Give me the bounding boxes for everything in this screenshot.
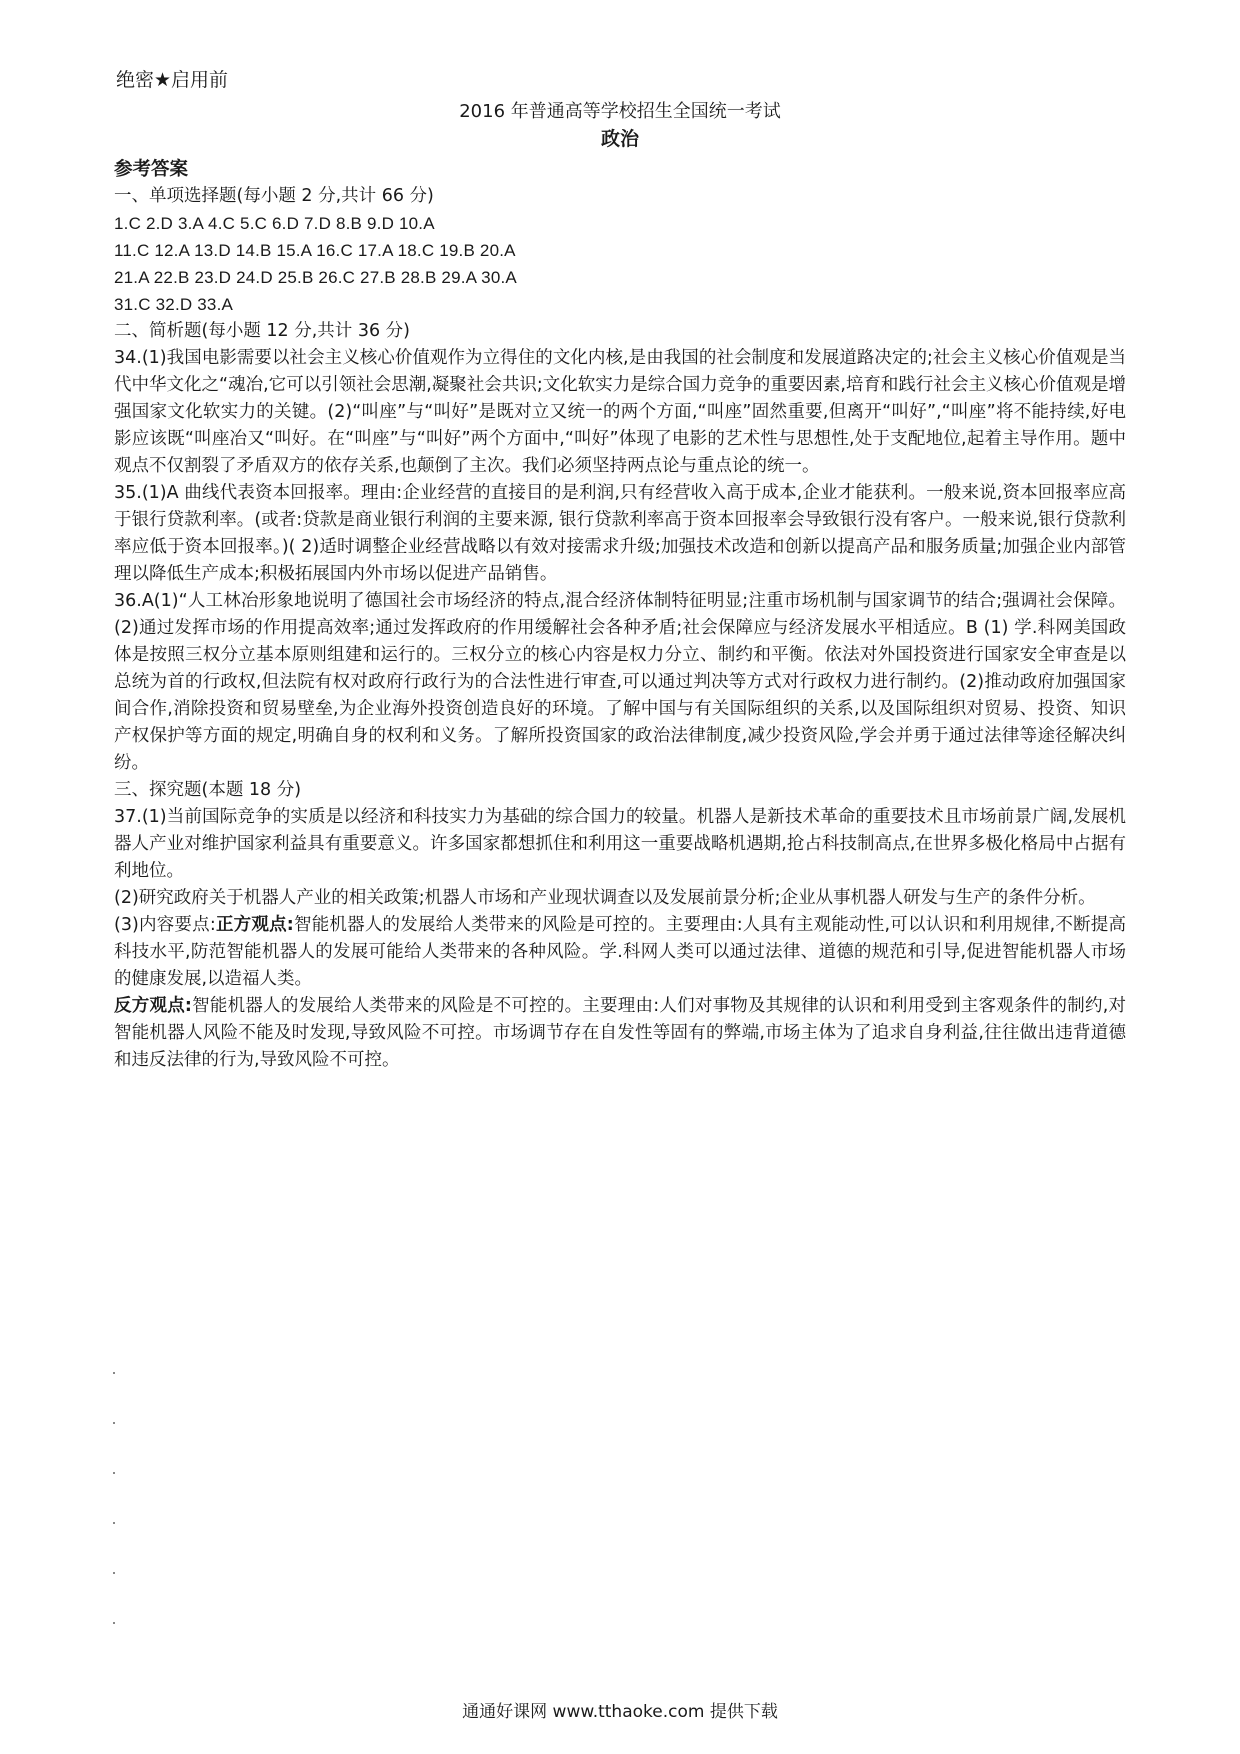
con-view-label: 反方观点: bbox=[114, 996, 192, 1016]
content-points-prefix: (3)内容要点: bbox=[114, 915, 216, 935]
question-36-answer: 36.A(1)“人工林冶形象地说明了德国社会市场经济的特点,混合经济体制特征明显;注重市场机制与国家调节的结合;强调社会保障。(2)通过发挥市场的作用提高效率;通过发挥政府的作用缓解社会各种矛盾;社会保障应与经济发展水平相适应。B (1) 学.科网美国政体是按照三权分立基本原则组建和运行的。三权分立的核心内容是权力分立、制约和平衡。依法对外国投资进行国家安全审查是以总统为首的行政权,但法院有权对政府行政行为的合法性进行审查,可以通过判决等方式对行政权力进行制约。(2)推动政府加强国家间合作,消除投资和贸易壁垒,为企业海外投资创造良好的环境。了解中国与有关国际组织的关系,以及国际组织对贸易、投资、知识产权保护等方面的规定,明确自身的权利和义务。了解所投资国家的政治法律制度,减少投资风险,学会并勇于通过法律等途径解决纠纷。 bbox=[114, 591, 1126, 773]
question-35-answer: 35.(1)A 曲线代表资本回报率。理由:企业经营的直接目的是利润,只有经营收入高于成本,企业才能获利。一般来说,资本回报率应高于银行贷款利率。(或者:贷款是商业银行利润的主要来源, 银行贷款利率高于资本回报率会导致银行没有客户。一般来说,银行贷款利率应低于资本回报率。)( 2)适时调整企业经营战略以有效对接需求升级;加强技术改造和创新以提高产品和服务质量;加强企业内部管理以降低生产成本;积极拓展国内外市场以促进产品销售。 bbox=[114, 483, 1126, 584]
question-37-part2-answer: (2)研究政府关于机器人产业的相关政策;机器人市场和产业现状调查以及发展前景分析;企业从事机器人研发与生产的条件分析。 bbox=[114, 888, 1096, 908]
part3-heading: 三、探究题(本题 18 分) bbox=[114, 780, 302, 800]
pro-view-text: 智能机器人的发展给人类带来的风险是可控的。主要理由:人具有主观能动性,可以认识和利用规律,不断提高科技水平,防范智能机器人的发展可能给人类带来的各种风险。学.科网人类可以通过法律、道德的规范和引导,促进智能机器人市场的健康发展,以造福人类。 bbox=[114, 915, 1126, 989]
answer-row: 21.A 22.B 23.D 24.D 25.B 26.C 27.B 28.B 29.A 30.A bbox=[114, 268, 517, 287]
margin-dot bbox=[113, 1622, 115, 1624]
part1-heading: 一、单项选择题(每小题 2 分,共计 66 分) bbox=[114, 186, 434, 206]
confidential-label: 绝密★启用前 bbox=[116, 69, 229, 91]
question-37-part3-con bbox=[114, 993, 1126, 1074]
answer-row: 11.C 12.A 13.D 14.B 15.A 16.C 17.A 18.C 19.B 20.A bbox=[114, 241, 516, 260]
con-view-text: 智能机器人的发展给人类带来的风险是不可控的。主要理由:人们对事物及其规律的认识和利用受到主客观条件的制约,对智能机器人风险不能及时发现,导致风险不可控。市场调节存在自发性等固有的弊端,市场主体为了追求自身利益,往往做出违背道德和违反法律的行为,导致风险不可控。 bbox=[114, 996, 1126, 1070]
exam-title: 2016 年普通高等学校招生全国统一考试 bbox=[459, 101, 781, 122]
margin-dot bbox=[113, 1422, 115, 1424]
subject-title: 政治 bbox=[600, 128, 639, 150]
question-37-part3-pro bbox=[114, 912, 1126, 993]
question-37-part1-answer: 37.(1)当前国际竞争的实质是以经济和科技实力为基础的综合国力的较量。机器人是新技术革命的重要技术且市场前景广阔,发展机器人产业对维护国家利益具有重要意义。许多国家都想抓住和利用这一重要战略机遇期,抢占科技制高点,在世界多极化格局中占据有利地位。 bbox=[114, 807, 1126, 881]
answer-row: 1.C 2.D 3.A 4.C 5.C 6.D 7.D 8.B 9.D 10.A bbox=[114, 214, 435, 233]
answer-row: 31.C 32.D 33.A bbox=[114, 295, 234, 314]
margin-dot bbox=[113, 1372, 115, 1374]
section-label: 参考答案 bbox=[114, 159, 189, 180]
margin-dot bbox=[113, 1522, 115, 1524]
footer-source: 通通好课网 www.tthaoke.com 提供下载 bbox=[462, 1702, 778, 1722]
answer-content bbox=[114, 156, 1126, 1074]
margin-dot bbox=[113, 1472, 115, 1474]
question-34-answer: 34.(1)我国电影需要以社会主义核心价值观作为立得住的文化内核,是由我国的社会制度和发展道路决定的;社会主义核心价值观是当代中华文化之“魂冶,它可以引领社会思潮,凝聚社会共识;文化软实力是综合国力竞争的重要因素,培育和践行社会主义核心价值观是增强国家文化软实力的关键。(2)“叫座”与“叫好”是既对立又统一的两个方面,“叫座”固然重要,但离开“叫好”,“叫座”将不能持续,好电影应该既“叫座冶又“叫好。在“叫座”与“叫好”两个方面中,“叫好”体现了电影的艺术性与思想性,处于支配地位,起着主导作用。题中观点不仅割裂了矛盾双方的依存关系,也颠倒了主次。我们必须坚持两点论与重点论的统一。 bbox=[114, 348, 1126, 476]
pro-view-label: 正方观点: bbox=[215, 915, 294, 935]
margin-dot bbox=[113, 1572, 115, 1574]
part2-heading: 二、简析题(每小题 12 分,共计 36 分) bbox=[114, 321, 411, 341]
